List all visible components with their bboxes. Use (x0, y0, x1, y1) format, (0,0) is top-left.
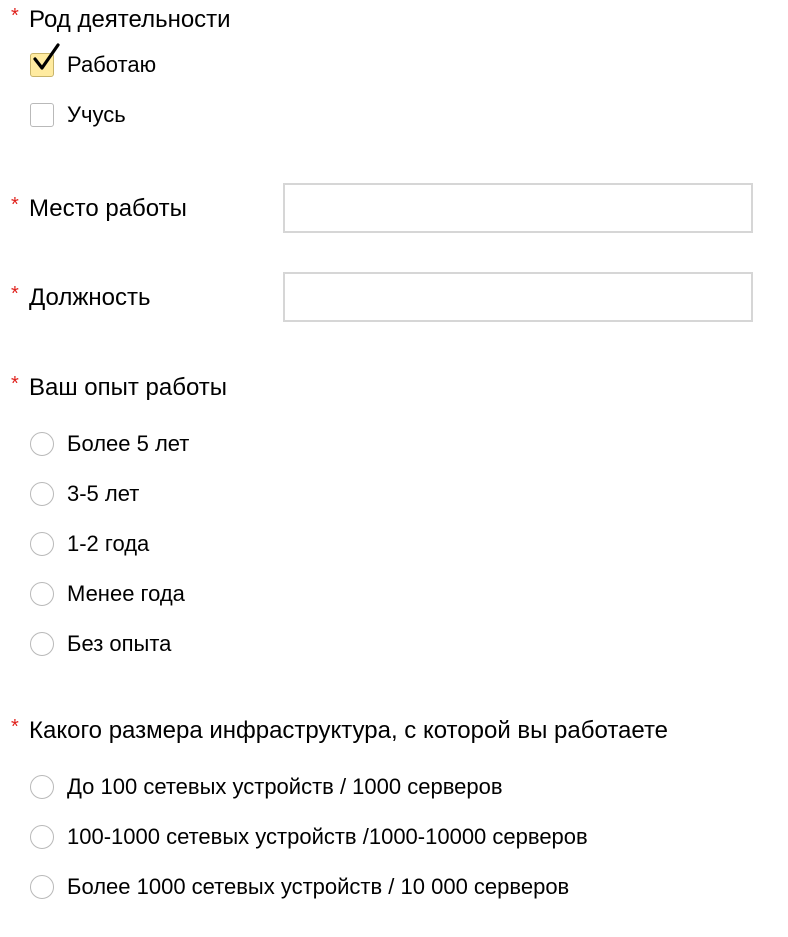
radio-button[interactable] (30, 582, 54, 606)
activity-option-working[interactable] (30, 51, 156, 79)
required-marker: * (11, 716, 19, 738)
position-input[interactable] (283, 272, 753, 322)
infrastructure-option-label: Более 1000 сетевых устройств / 10 000 серверов (67, 874, 570, 899)
radio-button[interactable] (30, 482, 54, 506)
radio-button[interactable] (30, 432, 54, 456)
infrastructure-option[interactable] (30, 773, 503, 801)
experience-option[interactable] (30, 430, 189, 458)
experience-option[interactable] (30, 630, 171, 658)
experience-option-label: Без опыта (67, 631, 172, 656)
infrastructure-option-label: 100-1000 сетевых устройств /1000-10000 серверов (67, 824, 588, 849)
required-marker: * (11, 5, 19, 27)
checkbox-studying[interactable] (30, 103, 54, 127)
radio-button[interactable] (30, 632, 54, 656)
required-marker: * (11, 373, 19, 395)
radio-button[interactable] (30, 532, 54, 556)
radio-button[interactable] (30, 775, 54, 799)
experience-option-label: Более 5 лет (67, 431, 190, 456)
experience-option-label: Менее года (67, 581, 185, 606)
workplace-label: Место работы (29, 195, 187, 222)
radio-button[interactable] (30, 875, 54, 899)
experience-option-label: 3-5 лет (67, 481, 140, 506)
experience-option[interactable] (30, 480, 139, 508)
activity-option-label: Учусь (67, 102, 126, 127)
activity-option-studying[interactable] (30, 101, 126, 129)
position-label: Должность (29, 284, 151, 311)
checkbox-working[interactable] (30, 53, 54, 77)
required-marker: * (11, 194, 19, 216)
workplace-input[interactable] (283, 183, 753, 233)
activity-label: Род деятельности (29, 6, 231, 33)
radio-button[interactable] (30, 825, 54, 849)
checkmark-icon (32, 44, 62, 76)
infrastructure-option-label: До 100 сетевых устройств / 1000 серверов (67, 774, 503, 799)
activity-option-label: Работаю (67, 52, 157, 77)
experience-label: Ваш опыт работы (29, 374, 228, 401)
experience-option-label: 1-2 года (67, 531, 150, 556)
infrastructure-option[interactable] (30, 873, 569, 901)
infrastructure-label: Какого размера инфраструктура, с которой вы работаете (29, 717, 669, 744)
required-marker: * (11, 283, 19, 305)
experience-option[interactable] (30, 580, 185, 608)
experience-option[interactable] (30, 530, 149, 558)
infrastructure-option[interactable] (30, 823, 588, 851)
